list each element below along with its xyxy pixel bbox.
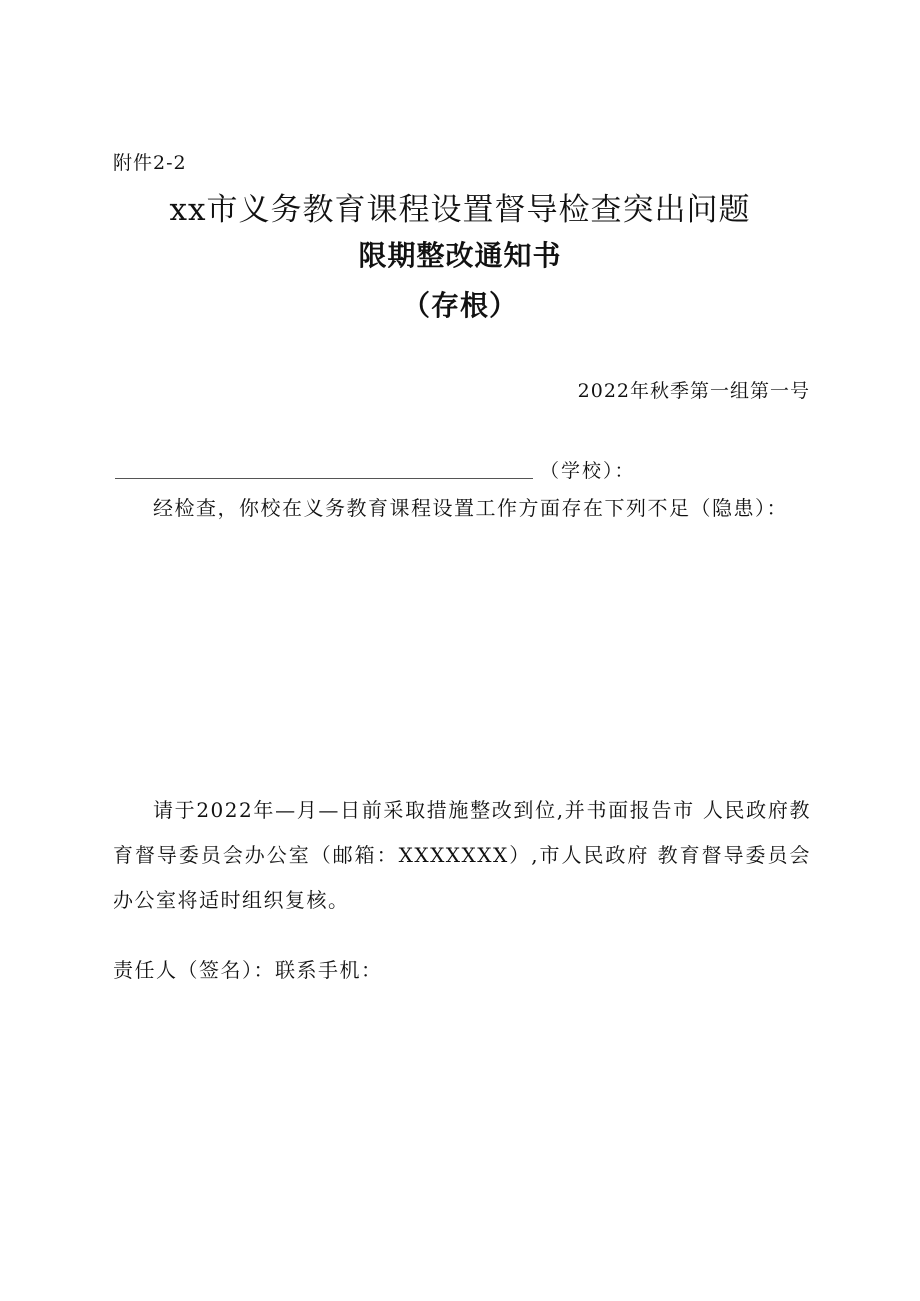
addressee-label: （学校）： [540, 460, 636, 482]
document-number: 2022年秋季第一组第一号 [577, 380, 810, 402]
title-line-3: （存根） [401, 289, 518, 322]
school-name-blank [115, 478, 533, 479]
signature-line: 责任人（签名）：联系手机： [113, 958, 383, 982]
rectification-deadline-paragraph: 请于2022年—月—日前采取措施整改到位,并书面报告市 人民政府教育督导委员会办公室（邮箱：XXXXXXX）,市人民政府 教育督导委员会办公室将适时组织复核。 [113, 798, 811, 912]
title-line-1: xx市义务教育课程设置督导检查突出问题 [169, 192, 751, 228]
inspection-findings-paragraph: 经检查，你校在义务教育课程设置工作方面存在下列不足（隐患）： [153, 496, 788, 520]
attachment-label: 附件2-2 [113, 152, 187, 174]
title-line-2: 限期整改通知书 [358, 239, 562, 272]
